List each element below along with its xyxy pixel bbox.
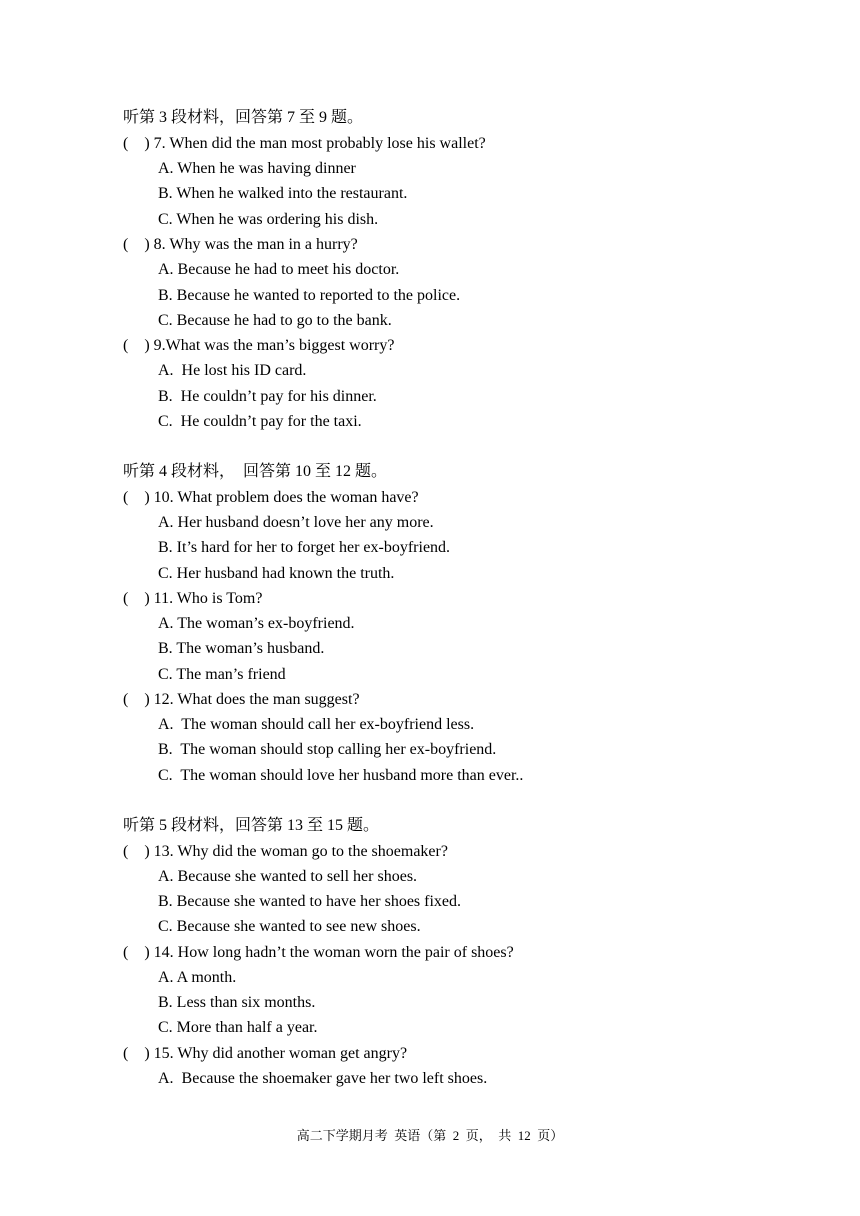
question-10: ( ) 10. What problem does the woman have?: [123, 489, 419, 506]
question-10-option-b: B. It’s hard for her to forget her ex-boyfriend.: [158, 539, 451, 556]
question-8-option-c: C. Because he had to go to the bank.: [158, 312, 392, 329]
question-14-option-a: A. A month.: [158, 969, 237, 986]
question-15-option-a: A. Because the shoemaker gave her two left shoes.: [158, 1070, 488, 1087]
question-11-option-a: A. The woman’s ex-boyfriend.: [158, 615, 355, 632]
section-4-heading: 听第 4 段材料， 回答第 10 至 12 题。: [123, 463, 388, 480]
question-14: ( ) 14. How long hadn’t the woman worn the pair of shoes?: [123, 944, 514, 961]
question-9-option-a: A. He lost his ID card.: [158, 362, 307, 379]
question-14-option-c: C. More than half a year.: [158, 1019, 318, 1036]
question-7-option-c: C. When he was ordering his dish.: [158, 211, 379, 228]
question-14-option-b: B. Less than six months.: [158, 994, 316, 1011]
question-10-option-c: C. Her husband had known the truth.: [158, 565, 395, 582]
question-8: ( ) 8. Why was the man in a hurry?: [123, 236, 358, 253]
question-11: ( ) 11. Who is Tom?: [123, 590, 263, 607]
question-13: ( ) 13. Why did the woman go to the shoemaker?: [123, 843, 448, 860]
question-12-option-a: A. The woman should call her ex-boyfriend less.: [158, 716, 475, 733]
page-footer: 高二下学期月考 英语（第 2 页， 共 12 页）: [296, 1128, 564, 1143]
question-11-option-b: B. The woman’s husband.: [158, 640, 325, 657]
question-7: ( ) 7. When did the man most probably lose his wallet?: [123, 135, 486, 152]
question-7-option-b: B. When he walked into the restaurant.: [158, 185, 408, 202]
question-11-option-c: C. The man’s friend: [158, 666, 286, 683]
question-15: ( ) 15. Why did another woman get angry?: [123, 1045, 408, 1062]
question-10-option-a: A. Her husband doesn’t love her any more.: [158, 514, 434, 531]
question-12-option-b: B. The woman should stop calling her ex-boyfriend.: [158, 741, 497, 758]
question-12: ( ) 12. What does the man suggest?: [123, 691, 360, 708]
question-13-option-b: B. Because she wanted to have her shoes fixed.: [158, 893, 462, 910]
question-9-option-c: C. He couldn’t pay for the taxi.: [158, 413, 362, 430]
question-8-option-a: A. Because he had to meet his doctor.: [158, 261, 400, 278]
section-5-heading: 听第 5 段材料，回答第 13 至 15 题。: [123, 817, 380, 834]
question-9: ( ) 9.What was the man’s biggest worry?: [123, 337, 395, 354]
question-12-option-c: C. The woman should love her husband more than ever..: [158, 767, 524, 784]
question-13-option-a: A. Because she wanted to sell her shoes.: [158, 868, 418, 885]
question-9-option-b: B. He couldn’t pay for his dinner.: [158, 388, 377, 405]
question-7-option-a: A. When he was having dinner: [158, 160, 356, 177]
question-13-option-c: C. Because she wanted to see new shoes.: [158, 918, 421, 935]
section-3-heading: 听第 3 段材料，回答第 7 至 9 题。: [123, 109, 364, 126]
question-8-option-b: B. Because he wanted to reported to the police.: [158, 287, 461, 304]
